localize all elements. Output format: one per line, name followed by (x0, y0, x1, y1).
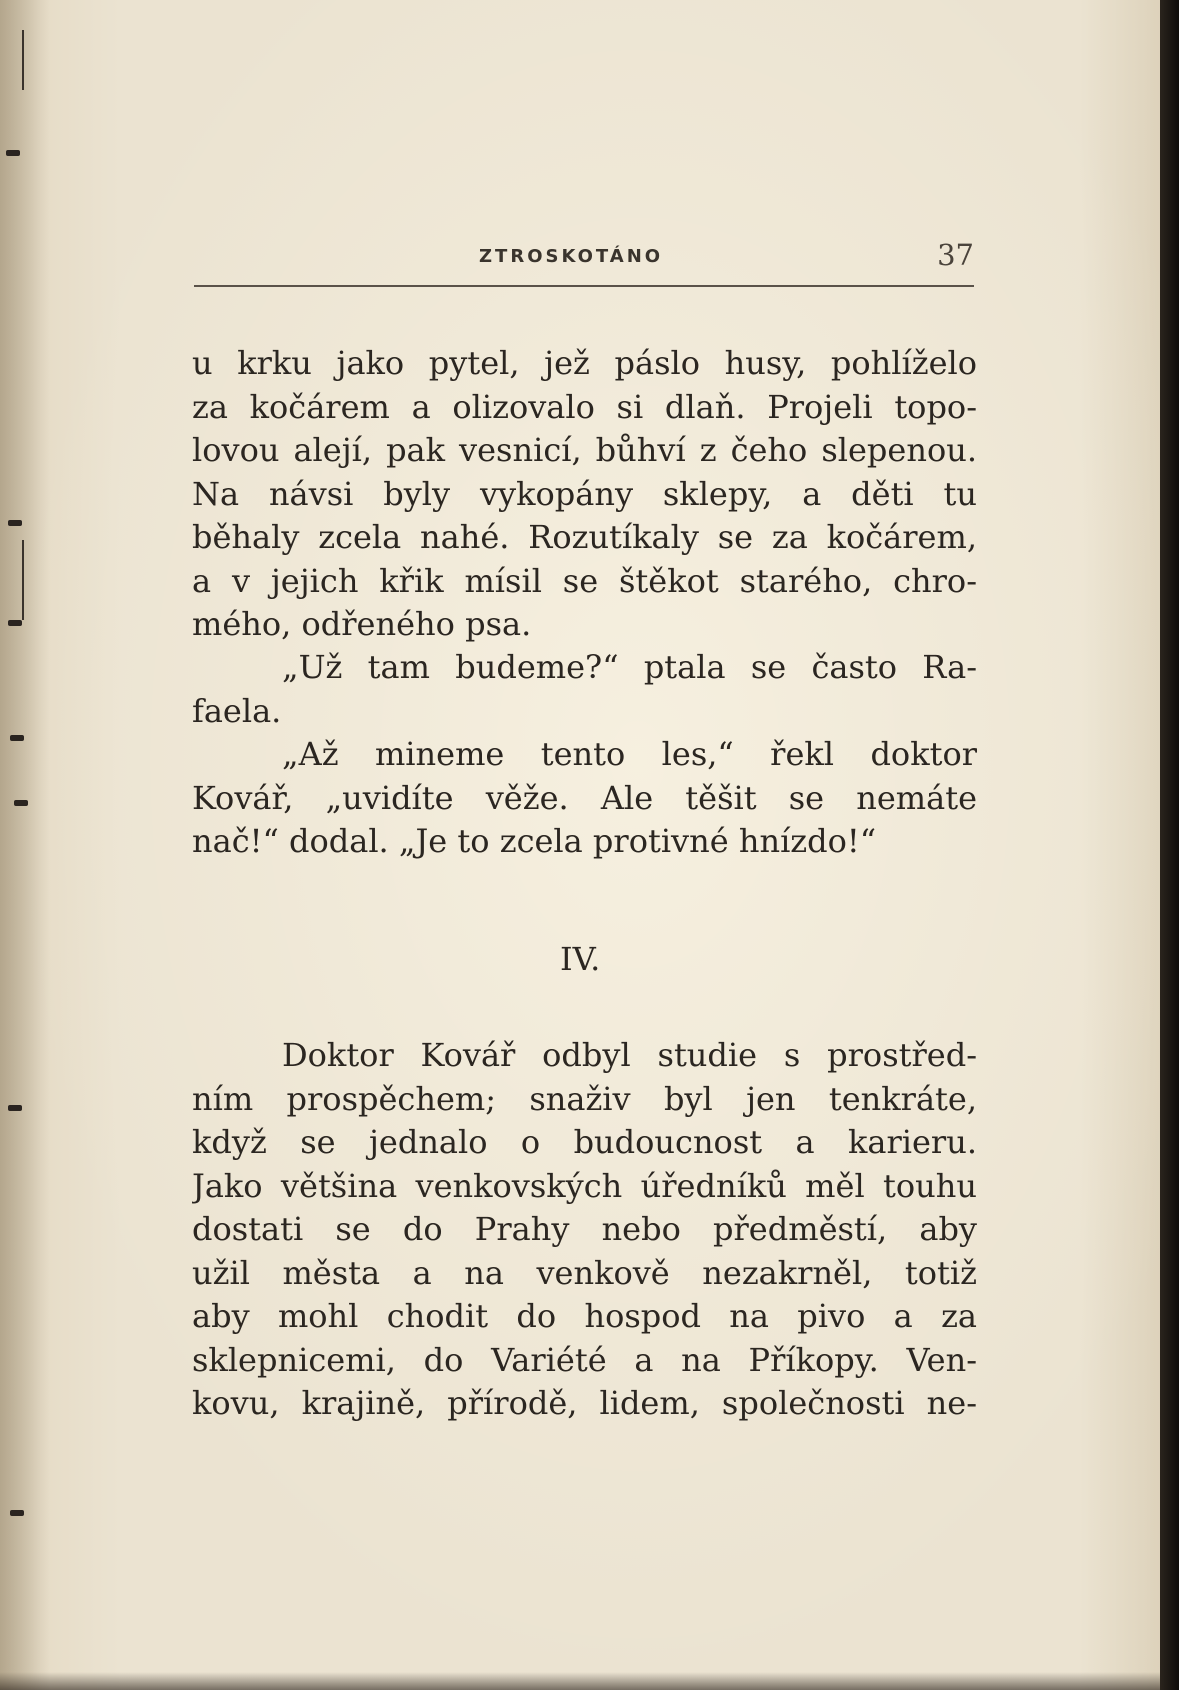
binding-stitch (10, 1510, 24, 1516)
text-line: sklepnicemi, do Variété a na Příkopy. Ven- (192, 1340, 977, 1379)
binding-stitch (6, 150, 20, 156)
text-line: Jako většina venkovských úředníků měl touhu (192, 1166, 977, 1205)
text-line: u krku jako pytel, jež páslo husy, pohlíželo (192, 344, 977, 382)
chapter-heading: IV. (560, 940, 601, 978)
binding-thread (22, 30, 24, 90)
page-bottom-shadow (0, 1672, 1160, 1690)
text-line: užil města a na venkově nezakrněl, totiž (192, 1253, 977, 1292)
text-line: „Už tam budeme?“ ptala se často Ra- (282, 648, 977, 686)
text-line: ním prospěchem; snaživ byl jen tenkráte, (192, 1079, 977, 1118)
text-line: Na návsi byly vykopány sklepy, a děti tu (192, 474, 977, 513)
text-line: nač!“ dodal. „Je to zcela protivné hnízdo!“ (192, 822, 877, 860)
running-head (194, 238, 974, 276)
binding-gutter (0, 0, 50, 1690)
paragraph-continuation (192, 342, 977, 647)
paragraph-dialogue-1 (192, 646, 977, 733)
text-line: mého, odřeného psa. (192, 605, 532, 643)
paragraph-dialogue-2 (192, 733, 977, 864)
text-line: „Až mineme tento les,“ řekl doktor (282, 735, 977, 773)
text-line: běhaly zcela nahé. Rozutíkaly se za kočárem, (192, 518, 977, 556)
page-right-edge (1160, 0, 1179, 1690)
text-line: a v jejich křik mísil se štěkot starého, chro- (192, 561, 977, 600)
text-line: aby mohl chodit do hospod na pivo a za (192, 1297, 977, 1335)
running-title: ZTROSKOTÁNO (479, 246, 664, 267)
binding-stitch (10, 735, 24, 741)
text-line: faela. (192, 691, 282, 730)
text-line: Kovář, „uvidíte věže. Ale těšit se nemáte (192, 778, 977, 817)
binding-stitch (14, 800, 28, 806)
paragraph-chapter-start (192, 1034, 977, 1426)
binding-stitch (8, 620, 22, 626)
page-number: 37 (937, 238, 974, 272)
binding-thread (22, 540, 24, 620)
text-line: za kočárem a olizovalo si dlaň. Projeli topo- (192, 387, 977, 426)
header-rule (194, 285, 974, 287)
text-line: Doktor Kovář odbyl studie s prostřed- (282, 1036, 977, 1074)
text-line: když se jednalo o budoucnost a karieru. (192, 1123, 977, 1161)
text-line: kovu, krajině, přírodě, lidem, společnosti ne- (192, 1384, 977, 1422)
binding-stitch (8, 520, 22, 526)
binding-stitch (8, 1105, 22, 1111)
text-line: lovou alejí, pak vesnicí, bůhví z čeho slepenou. (192, 431, 977, 469)
text-line: dostati se do Prahy nebo předměstí, aby (192, 1210, 977, 1248)
